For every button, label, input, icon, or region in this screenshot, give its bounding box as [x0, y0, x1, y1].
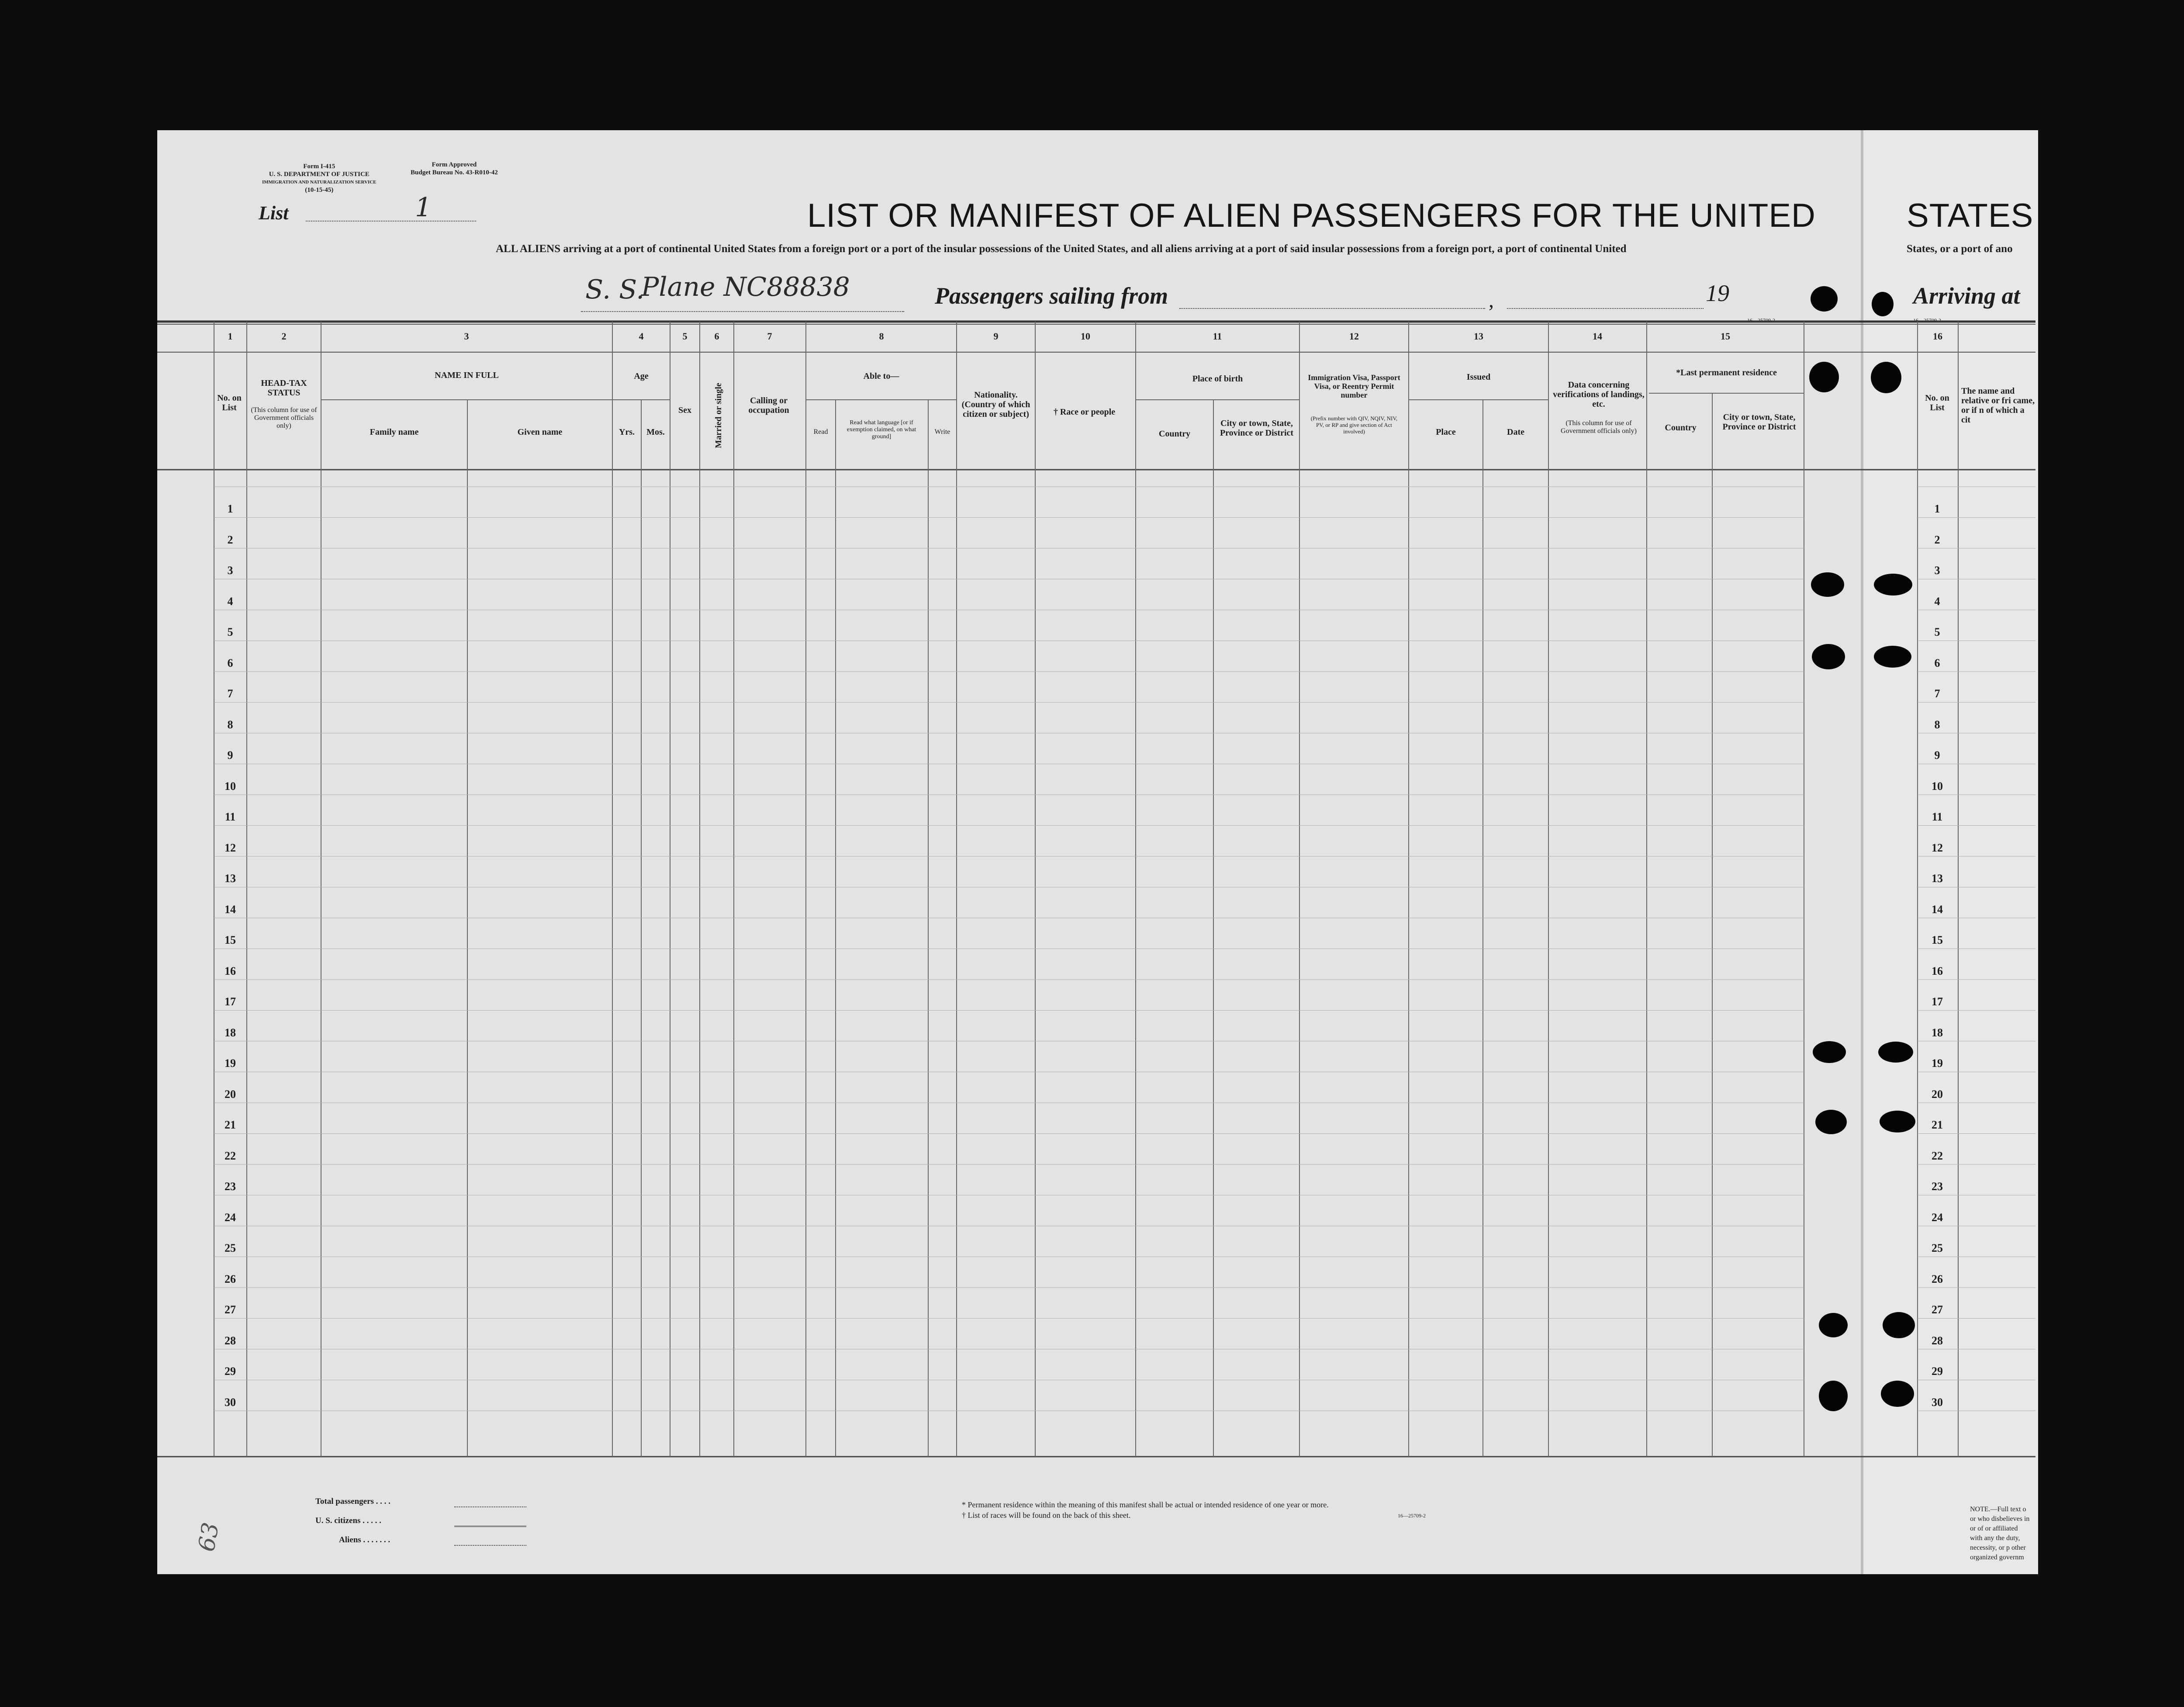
- row-number: 30: [1932, 1395, 1943, 1409]
- list-number-handwritten: 1: [415, 192, 432, 223]
- row-number: 14: [225, 903, 236, 916]
- row-number: 14: [1932, 903, 1943, 916]
- header-visa-note: (Prefix number with QIV, NQIV, NIV, PV, or RP and give section of Act involved): [1310, 415, 1398, 435]
- header-issued-place: Place: [1436, 427, 1456, 437]
- ink-blot: [1819, 1381, 1848, 1411]
- department-name: U. S. DEPARTMENT OF JUSTICE: [269, 171, 370, 178]
- row-number: 4: [227, 595, 233, 608]
- row-number: 29: [225, 1365, 236, 1378]
- header-married-or-single: Married or single: [714, 383, 723, 448]
- row-number: 16: [1932, 964, 1943, 977]
- manifest-subtitle: ALL ALIENS arriving at a port of continental United States from a foreign port or a port of the insular possessions of the United States, and all aliens arriving at a port of said insular possessions from a foreign port, a port of continental United: [496, 243, 1627, 255]
- row-number: 8: [227, 718, 233, 731]
- row-number: 6: [1934, 656, 1940, 669]
- ink-blot: [1813, 1041, 1846, 1063]
- header-residence-country: Country: [1665, 423, 1697, 433]
- header-calling: Calling or occupation: [748, 396, 789, 415]
- row-number: 28: [225, 1334, 236, 1347]
- row-number: 27: [225, 1303, 236, 1316]
- form-number: Form I-415: [303, 163, 335, 170]
- ink-blot: [1871, 362, 1901, 393]
- row-number: 12: [225, 841, 236, 854]
- column-number: 13: [1474, 331, 1483, 342]
- ink-blot: [1812, 644, 1845, 669]
- manifest-subtitle-continued: States, or a port of ano: [1907, 243, 2013, 255]
- header-age-mos: Mos.: [646, 427, 665, 437]
- row-number: 13: [1932, 872, 1943, 885]
- row-number: 30: [225, 1395, 236, 1409]
- row-number: 7: [1934, 687, 1940, 700]
- row-number: 10: [1932, 779, 1943, 793]
- row-number: 24: [1932, 1211, 1943, 1224]
- page-number-handwritten: 63: [193, 1520, 225, 1554]
- header-age-yrs: Yrs.: [619, 427, 635, 437]
- header-no-on-list-right: No. on List: [1925, 393, 1949, 412]
- column-number: 15: [1721, 331, 1730, 342]
- ink-blot: [1880, 1111, 1915, 1132]
- ink-blot: [1872, 292, 1894, 316]
- column-number: 8: [879, 331, 884, 342]
- row-number: 17: [1932, 995, 1943, 1008]
- header-col16-partial: The name and relative or fri came, or if n of which a cit: [1961, 386, 2035, 425]
- row-number: 8: [1934, 718, 1940, 731]
- column-number: 4: [639, 331, 644, 342]
- header-race: † Race or people: [1053, 407, 1116, 417]
- row-number: 15: [1932, 934, 1943, 946]
- row-number: 19: [225, 1057, 236, 1070]
- header-write: Write: [934, 428, 950, 436]
- column-number: 3: [464, 331, 469, 342]
- column-number: 7: [767, 331, 772, 342]
- row-number: 20: [1932, 1087, 1943, 1101]
- row-number: 3: [1934, 564, 1940, 577]
- row-number: 9: [227, 749, 233, 762]
- row-number: 9: [1934, 749, 1940, 762]
- ink-blot: [1819, 1313, 1848, 1337]
- column-number: 9: [993, 331, 999, 342]
- header-read-language: Read what language [or if exemption claimed, on what ground]: [847, 419, 916, 440]
- row-number: 21: [225, 1118, 236, 1131]
- row-number: 13: [225, 872, 236, 885]
- column-number: 1: [228, 331, 233, 342]
- ink-blot: [1874, 574, 1912, 596]
- ink-blot: [1881, 1381, 1914, 1407]
- row-number: 23: [225, 1180, 236, 1193]
- header-family-name: Family name: [370, 427, 419, 437]
- print-code-right: 16—25709-2: [1913, 317, 1941, 323]
- row-number: 19: [1932, 1057, 1943, 1070]
- header-age: Age: [634, 371, 649, 381]
- row-number: 18: [225, 1026, 236, 1039]
- row-number: 17: [225, 995, 236, 1008]
- budget-number: Budget Bureau No. 43-R010-42: [411, 169, 498, 176]
- row-number: 27: [1932, 1303, 1943, 1316]
- ship-prefix: S. S.: [585, 274, 645, 305]
- arriving-at-label: Arriving at: [1913, 283, 2020, 309]
- approval-text: Form Approved: [432, 161, 477, 168]
- total-passengers-label: Total passengers . . . .: [315, 1497, 390, 1506]
- row-number: 26: [225, 1272, 236, 1285]
- header-verifications: Data concerning verifications of landings, etc.: [1553, 380, 1645, 409]
- row-number: 2: [227, 533, 233, 546]
- header-verifications-note: (This column for use of Government officials only): [1561, 419, 1637, 435]
- row-number: 21: [1932, 1118, 1943, 1131]
- sailing-from-label: Passengers sailing from: [935, 283, 1168, 309]
- header-issued-date: Date: [1507, 427, 1524, 437]
- column-number: 11: [1213, 331, 1222, 342]
- row-number: 7: [227, 687, 233, 700]
- header-able-to: Able to—: [863, 371, 899, 381]
- ink-blot: [1874, 646, 1911, 668]
- row-number: 25: [1932, 1242, 1943, 1254]
- header-given-name: Given name: [517, 427, 563, 437]
- header-place-of-birth: Place of birth: [1192, 374, 1243, 384]
- header-last-residence: *Last permanent residence: [1676, 368, 1777, 377]
- form-date: (10-15-45): [305, 187, 334, 194]
- row-number: 28: [1932, 1334, 1943, 1347]
- column-number: 16: [1933, 331, 1942, 342]
- note-list-of-races: † List of races will be found on the back of this sheet.: [962, 1511, 1131, 1520]
- row-number: 1: [1934, 502, 1940, 515]
- header-name-in-full: NAME IN FULL: [435, 370, 499, 380]
- row-number: 4: [1934, 595, 1940, 608]
- row-number: 5: [227, 626, 233, 638]
- column-number: 12: [1349, 331, 1359, 342]
- vessel-name-handwritten: Plane NC88838: [641, 272, 850, 302]
- column-number: 14: [1593, 331, 1602, 342]
- manifest-title-continued: STATES: [1907, 197, 2034, 234]
- ink-blot: [1811, 572, 1844, 597]
- header-visa: Immigration Visa, Passport Visa, or Reentry Permit number: [1308, 373, 1400, 399]
- row-number: 18: [1932, 1026, 1943, 1039]
- ink-blot: [1878, 1042, 1913, 1063]
- list-label: List: [259, 202, 289, 224]
- print-code: 16—25709-2: [1747, 317, 1775, 323]
- ink-blot: [1883, 1312, 1915, 1338]
- row-number: 26: [1932, 1272, 1943, 1285]
- row-number: 22: [225, 1149, 236, 1162]
- row-number: 12: [1932, 841, 1943, 854]
- row-number: 24: [225, 1211, 236, 1224]
- row-number: 11: [1932, 810, 1943, 823]
- header-birth-country: Country: [1158, 429, 1191, 439]
- ink-blot: [1811, 286, 1838, 312]
- header-residence-city: City or town, State, Province or District: [1722, 412, 1796, 432]
- row-number: 2: [1934, 533, 1940, 546]
- note-permanent-residence: * Permanent residence within the meaning of this manifest shall be actual or intended residence of one year or more.: [962, 1500, 1329, 1509]
- ink-blot: [1815, 1110, 1847, 1134]
- ink-blot: [1809, 362, 1839, 392]
- header-head-tax-note: (This column for use of Government officials only): [251, 406, 317, 429]
- column-number: 6: [714, 331, 719, 342]
- row-number: 5: [1934, 626, 1940, 638]
- right-page-note: NOTE.—Full text o or who disbelieves in or of or affiliated with any the duty, necessity, or p other organized governm: [1970, 1506, 2030, 1561]
- row-number: 15: [225, 934, 236, 946]
- row-number: 22: [1932, 1149, 1943, 1162]
- row-number: 29: [1932, 1365, 1943, 1378]
- header-nationality: Nationality. (Country of which citizen or subject): [961, 390, 1030, 419]
- header-no-on-list: No. on List: [217, 393, 242, 412]
- header-head-tax: HEAD-TAX STATUS: [261, 378, 307, 398]
- row-number: 23: [1932, 1180, 1943, 1193]
- footer-print-code: 16—25709-2: [1398, 1513, 1426, 1519]
- row-number: 3: [227, 564, 233, 577]
- manifest-title: LIST OR MANIFEST OF ALIEN PASSENGERS FOR THE UNITED: [807, 197, 1816, 234]
- aliens-label: Aliens . . . . . . .: [339, 1535, 390, 1544]
- column-number: 5: [682, 331, 688, 342]
- header-issued: Issued: [1466, 372, 1491, 382]
- service-name: IMMIGRATION AND NATURALIZATION SERVICE: [262, 180, 377, 185]
- year-prefix: 19: [1706, 280, 1729, 306]
- us-citizens-label: U. S. citizens . . . . .: [315, 1516, 381, 1525]
- column-number: 10: [1081, 331, 1090, 342]
- column-number: 2: [281, 331, 287, 342]
- row-number: 10: [225, 779, 236, 793]
- header-birth-city: City or town, State, Province or District: [1220, 419, 1294, 438]
- row-number: 16: [225, 964, 236, 977]
- row-number: 11: [225, 810, 236, 823]
- row-number: 6: [227, 656, 233, 669]
- row-number: 20: [225, 1087, 236, 1101]
- row-number: 1: [227, 502, 233, 515]
- header-sex: Sex: [678, 405, 691, 415]
- header-read: Read: [813, 428, 828, 436]
- row-number: 25: [225, 1242, 236, 1254]
